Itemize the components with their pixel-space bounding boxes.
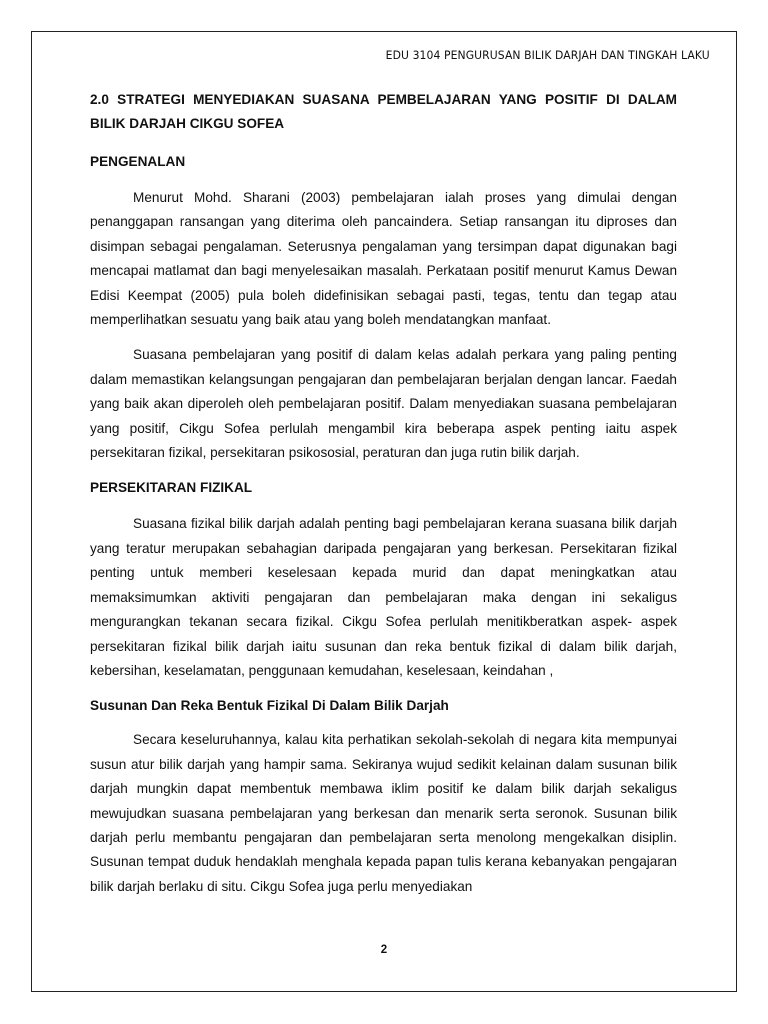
- document-body: [90, 88, 677, 910]
- paragraph: Suasana fizikal bilik darjah adalah penting bagi pembelajaran kerana suasana bilik darjah yang teratur merupakan sebahagian daripada pengajaran yang berkesan. Persekitaran fizikal penting untuk memberi keselesaan kepada murid dan dapat meningkatkan atau memaksimumkan aktiviti pengajaran dan pembelajaran maka dengan ini sekaligus mengurangkan tekanan secara fizikal. Cikgu Sofea perlulah menitikberatkan aspek- aspek persekitaran fizikal bilik darjah iaitu susunan dan reka bentuk fizikal di dalam bilik darjah, kebersihan, keselamatan, penggunaan kemudahan, keselesaan, keindahan ,: [90, 516, 677, 678]
- paragraph: Suasana pembelajaran yang positif di dalam kelas adalah perkara yang paling penting dalam memastikan kelangsungan pengajaran dan pembelajaran berjalan dengan lancar. Faedah yang baik akan diperoleh oleh pembelajaran positif. Dalam menyediakan suasana pembelajaran yang positif, Cikgu Sofea perlulah mengambil kira beberapa aspek penting iaitu aspek persekitaran fizikal, persekitaran psikososial, peraturan dan juga rutin bilik darjah.: [90, 347, 677, 461]
- page-number: 2: [380, 944, 388, 956]
- paragraph: Menurut Mohd. Sharani (2003) pembelajaran ialah proses yang dimulai dengan penanggapan ransangan yang diterima oleh pancaindera. Setiap ransangan itu diproses dan disimpan sebagai pengalaman. Seterusnya pengalaman yang tersimpan dapat digunakan bagi mencapai matlamat dan bagi menyelesaikan masalah. Perkataan positif menurut Kamus Dewan Edisi Keempat (2005) pula boleh didefinisikan sebagai pasti, tegas, tentu dan tegap atau memperlihatkan sesuatu yang baik atau yang boleh mendatangkan manfaat.: [90, 190, 677, 328]
- main-title: 2.0 STRATEGI MENYEDIAKAN SUASANA PEMBELAJARAN YANG POSITIF DI DALAM BILIK DARJAH CIKGU SOFEA: [90, 92, 677, 131]
- section-heading-persekitaran-fizikal: PERSEKITARAN FIZIKAL: [90, 480, 253, 496]
- subsection-heading-susunan: Susunan Dan Reka Bentuk Fizikal Di Dalam Bilik Darjah: [90, 698, 449, 714]
- running-header: EDU 3104 PENGURUSAN BILIK DARJAH DAN TINGKAH LAKU: [385, 48, 710, 62]
- paragraph: Secara keseluruhannya, kalau kita perhatikan sekolah-sekolah di negara kita mempunyai susun atur bilik darjah yang hampir sama. Sekiranya wujud sedikit kelainan dalam susunan bilik darjah mungkin dapat membentuk membawa iklim positif ke dalam bilik darjah sekaligus mewujudkan suasana pembelajaran yang berkesan dan menarik serta seronok. Susunan bilik darjah perlu membantu pengajaran dan pembelajaran serta menolong mengekalkan disiplin. Susunan tempat duduk hendaklah menghala kepada papan tulis kerana kebanyakan pengajaran bilik darjah berlaku di situ. Cikgu Sofea juga perlu menyediakan: [90, 732, 677, 894]
- section-heading-pengenalan: PENGENALAN: [90, 154, 186, 169]
